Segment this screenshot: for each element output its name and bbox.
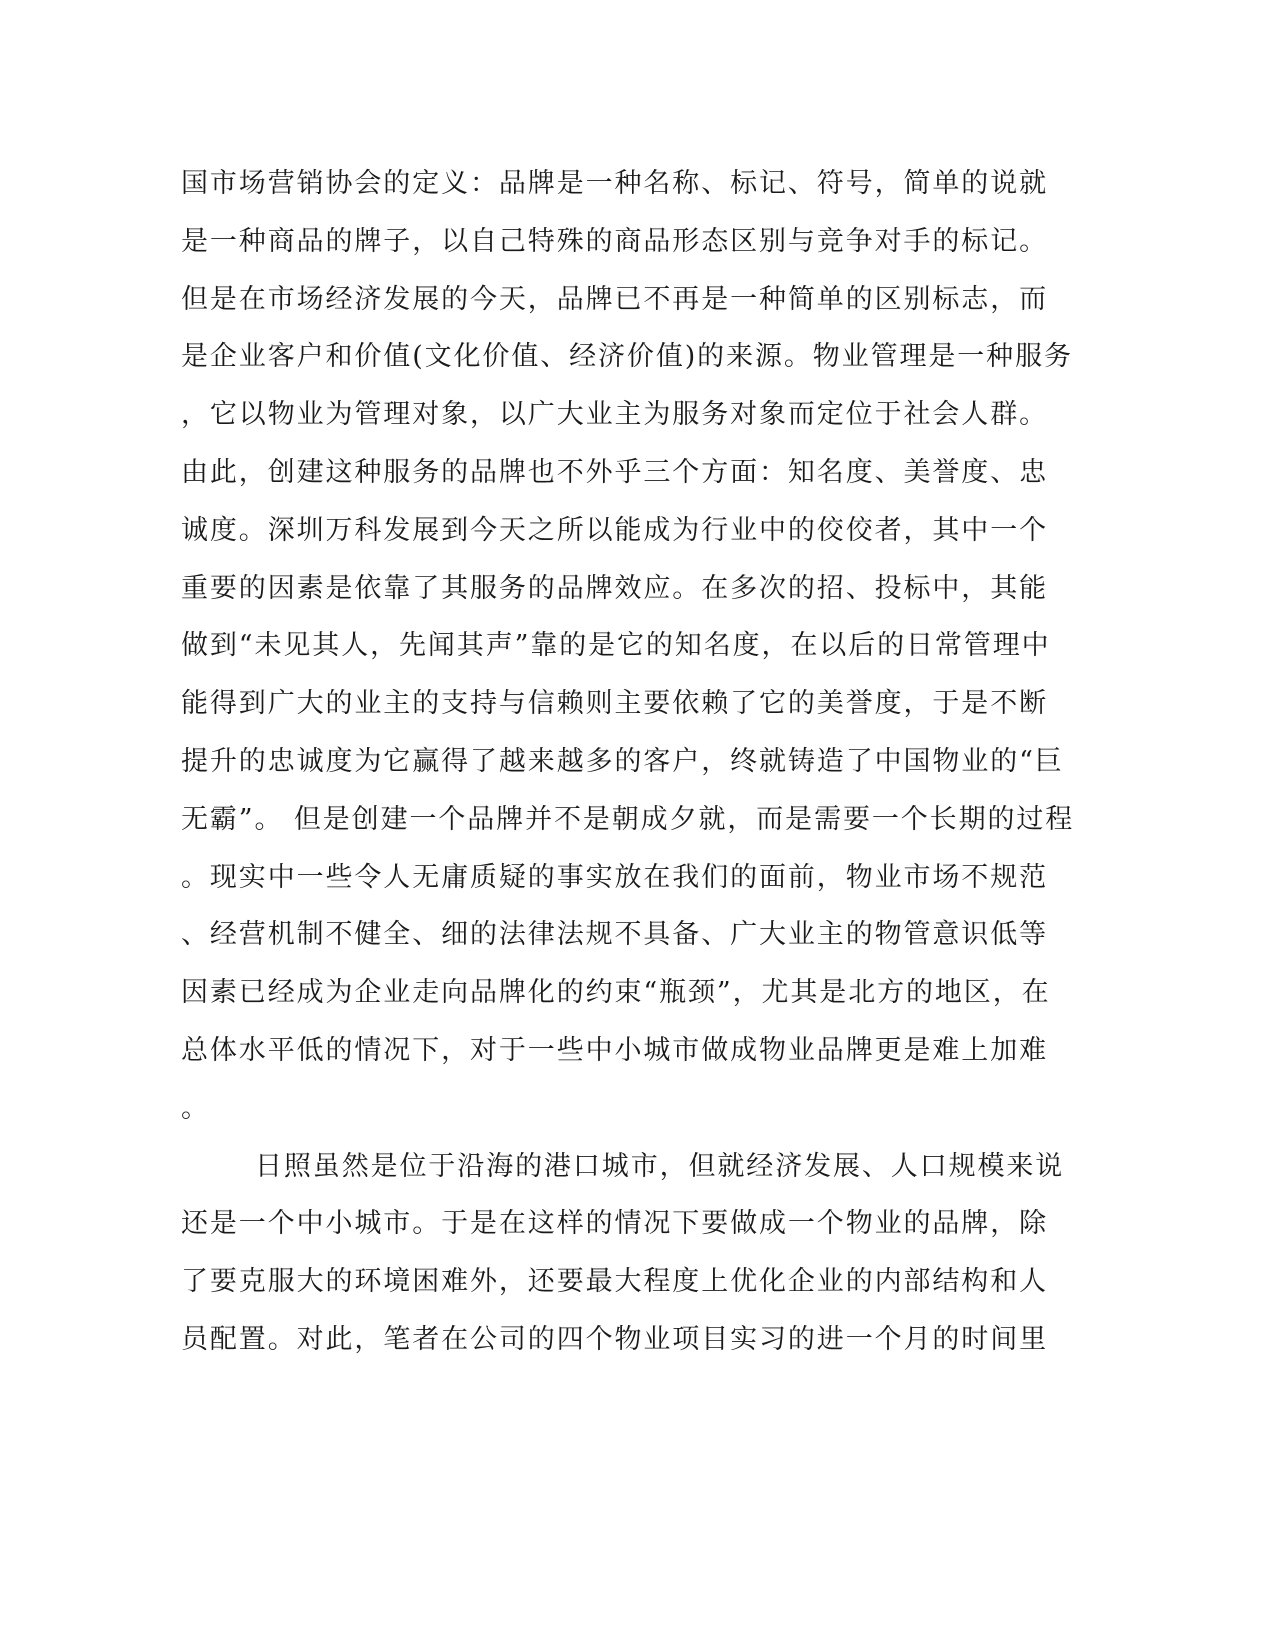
- text-line: 做到“未见其人，先闻其声”靠的是它的知名度，在以后的日常管理中: [181, 630, 1051, 662]
- text-line: 了要克服大的环境困难外，还要最大程度上优化企业的内部结构和人: [181, 1266, 1048, 1298]
- text-line: 员配置。对此，笔者在公司的四个物业项目实习的进一个月的时间里: [181, 1323, 1048, 1355]
- text-line: 无霸”。 但是创建一个品牌并不是朝成夕就，而是需要一个长期的过程: [181, 803, 1075, 835]
- text-line: 总体水平低的情况下，对于一些中小城市做成物业品牌更是难上加难: [181, 1034, 1048, 1066]
- text-line: 但是在市场经济发展的今天，品牌已不再是一种简单的区别标志，而: [181, 283, 1048, 315]
- paragraph-rizhao: [181, 1138, 1065, 1369]
- paragraph-brand-definition: [181, 155, 1075, 1138]
- text-line: 。: [181, 1092, 210, 1124]
- text-line: 、经营机制不健全、细的法律法规不具备、广大业主的物管意识低等: [181, 919, 1048, 951]
- text-line: 是一种商品的牌子，以自己特殊的商品形态区别与竞争对手的标记。: [181, 225, 1048, 257]
- text-line: 诚度。深圳万科发展到今天之所以能成为行业中的佼佼者，其中一个: [181, 514, 1048, 546]
- body-text: [181, 155, 1075, 1369]
- text-line: 重要的因素是依靠了其服务的品牌效应。在多次的招、投标中，其能: [181, 572, 1048, 604]
- text-line: 因素已经成为企业走向品牌化的约束“瓶颈”，尤其是北方的地区，在: [181, 977, 1051, 1009]
- text-line: 提升的忠诚度为它赢得了越来越多的客户，终就铸造了中国物业的“巨: [181, 745, 1064, 777]
- text-line: 。现实中一些令人无庸质疑的事实放在我们的面前，物业市场不规范: [181, 861, 1048, 893]
- text-line: 由此，创建这种服务的品牌也不外乎三个方面：知名度、美誉度、忠: [181, 456, 1048, 488]
- text-line: 是企业客户和价值(文化价值、经济价值)的来源。物业管理是一种服务: [181, 341, 1073, 373]
- text-line: 还是一个中小城市。于是在这样的情况下要做成一个物业的品牌，除: [181, 1208, 1048, 1240]
- text-line: 国市场营销协会的定义：品牌是一种名称、标记、符号，简单的说就: [181, 168, 1048, 199]
- text-line: 能得到广大的业主的支持与信赖则主要依赖了它的美誉度，于是不断: [181, 688, 1048, 720]
- text-line: 日照虽然是位于沿海的港口城市，但就经济发展、人口规模来说: [255, 1150, 1065, 1182]
- text-line: ，它以物业为管理对象，以广大业主为服务对象而定位于社会人群。: [181, 399, 1048, 431]
